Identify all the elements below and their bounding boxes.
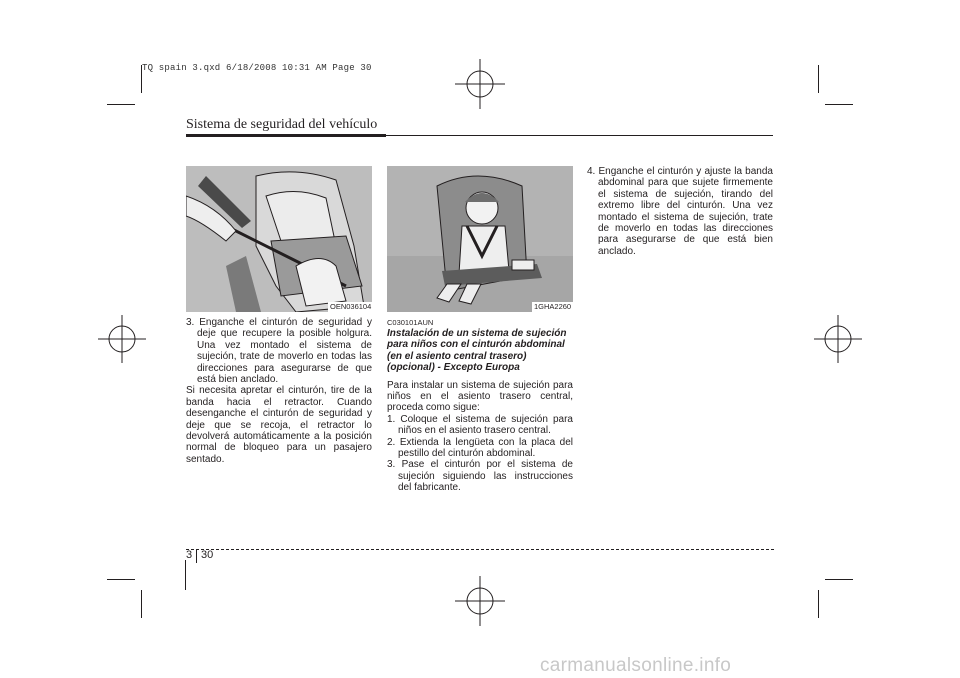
section-code: C030101AUN	[387, 318, 434, 327]
step-2: 2. Extienda la lengüeta con la placa del pestillo del cinturón abdominal.	[387, 436, 573, 460]
page-number-separator	[196, 550, 197, 563]
paragraph: Si necesita apretar el cinturón, tire de la banda hacia el retractor. Cuando desenganche el cinturón de seguridad y deje que se recoja, el retractor lo devolverá automáticamente a la posición normal de bloqueo para un pasajero sentado.	[186, 385, 372, 465]
print-slug: TQ spain 3.qxd 6/18/2008 10:31 AM Page 30	[142, 63, 372, 73]
page-number: 30	[201, 549, 214, 561]
watermark: carmanualsonline.info	[540, 655, 732, 676]
section-title: Sistema de seguridad del vehículo	[186, 117, 378, 132]
middle-column	[387, 318, 573, 494]
step-3: 3. Enganche el cinturón de seguridad y deje que recupere la posible holgura. Una vez montado el sistema de sujeción, trate de moverlo en todas las direcciones para asegurarse de que está bien anclado.	[186, 317, 372, 386]
header-rule-thin	[386, 135, 773, 136]
chapter-number: 3	[186, 549, 193, 561]
child-seat-illustration	[387, 166, 573, 312]
left-column	[186, 317, 372, 465]
step-4: 4. Enganche el cinturón y ajuste la banda abdominal para que sujete firmemente el sistema de sujeción, tirando del extremo libre del cinturón. Una vez montado el sistema de sujeción, trate de moverlo en todas las direcciones para asegurarse de que está bien anclado.	[587, 166, 773, 257]
footer-rule	[186, 549, 774, 550]
step-3: 3. Pase el cinturón por el sistema de sujeción siguiendo las instrucciones del fabricante.	[387, 459, 573, 494]
figure-code: OEN036104	[330, 302, 372, 311]
intro-paragraph: Para instalar un sistema de sujeción para niños en el asiento trasero central, proceda como sigue:	[387, 379, 573, 414]
subheading: Instalación de un sistema de sujeción para niños con el cinturón abdominal (en el asiento central trasero) (opcional) - Excepto Europa	[387, 328, 567, 374]
step-1: 1. Coloque el sistema de sujeción para niños en el asiento trasero central.	[387, 413, 573, 437]
figure-code: 1GHA2260	[534, 302, 572, 311]
seatbelt-illustration	[186, 166, 372, 312]
right-column	[587, 166, 773, 257]
header-rule	[186, 134, 386, 137]
